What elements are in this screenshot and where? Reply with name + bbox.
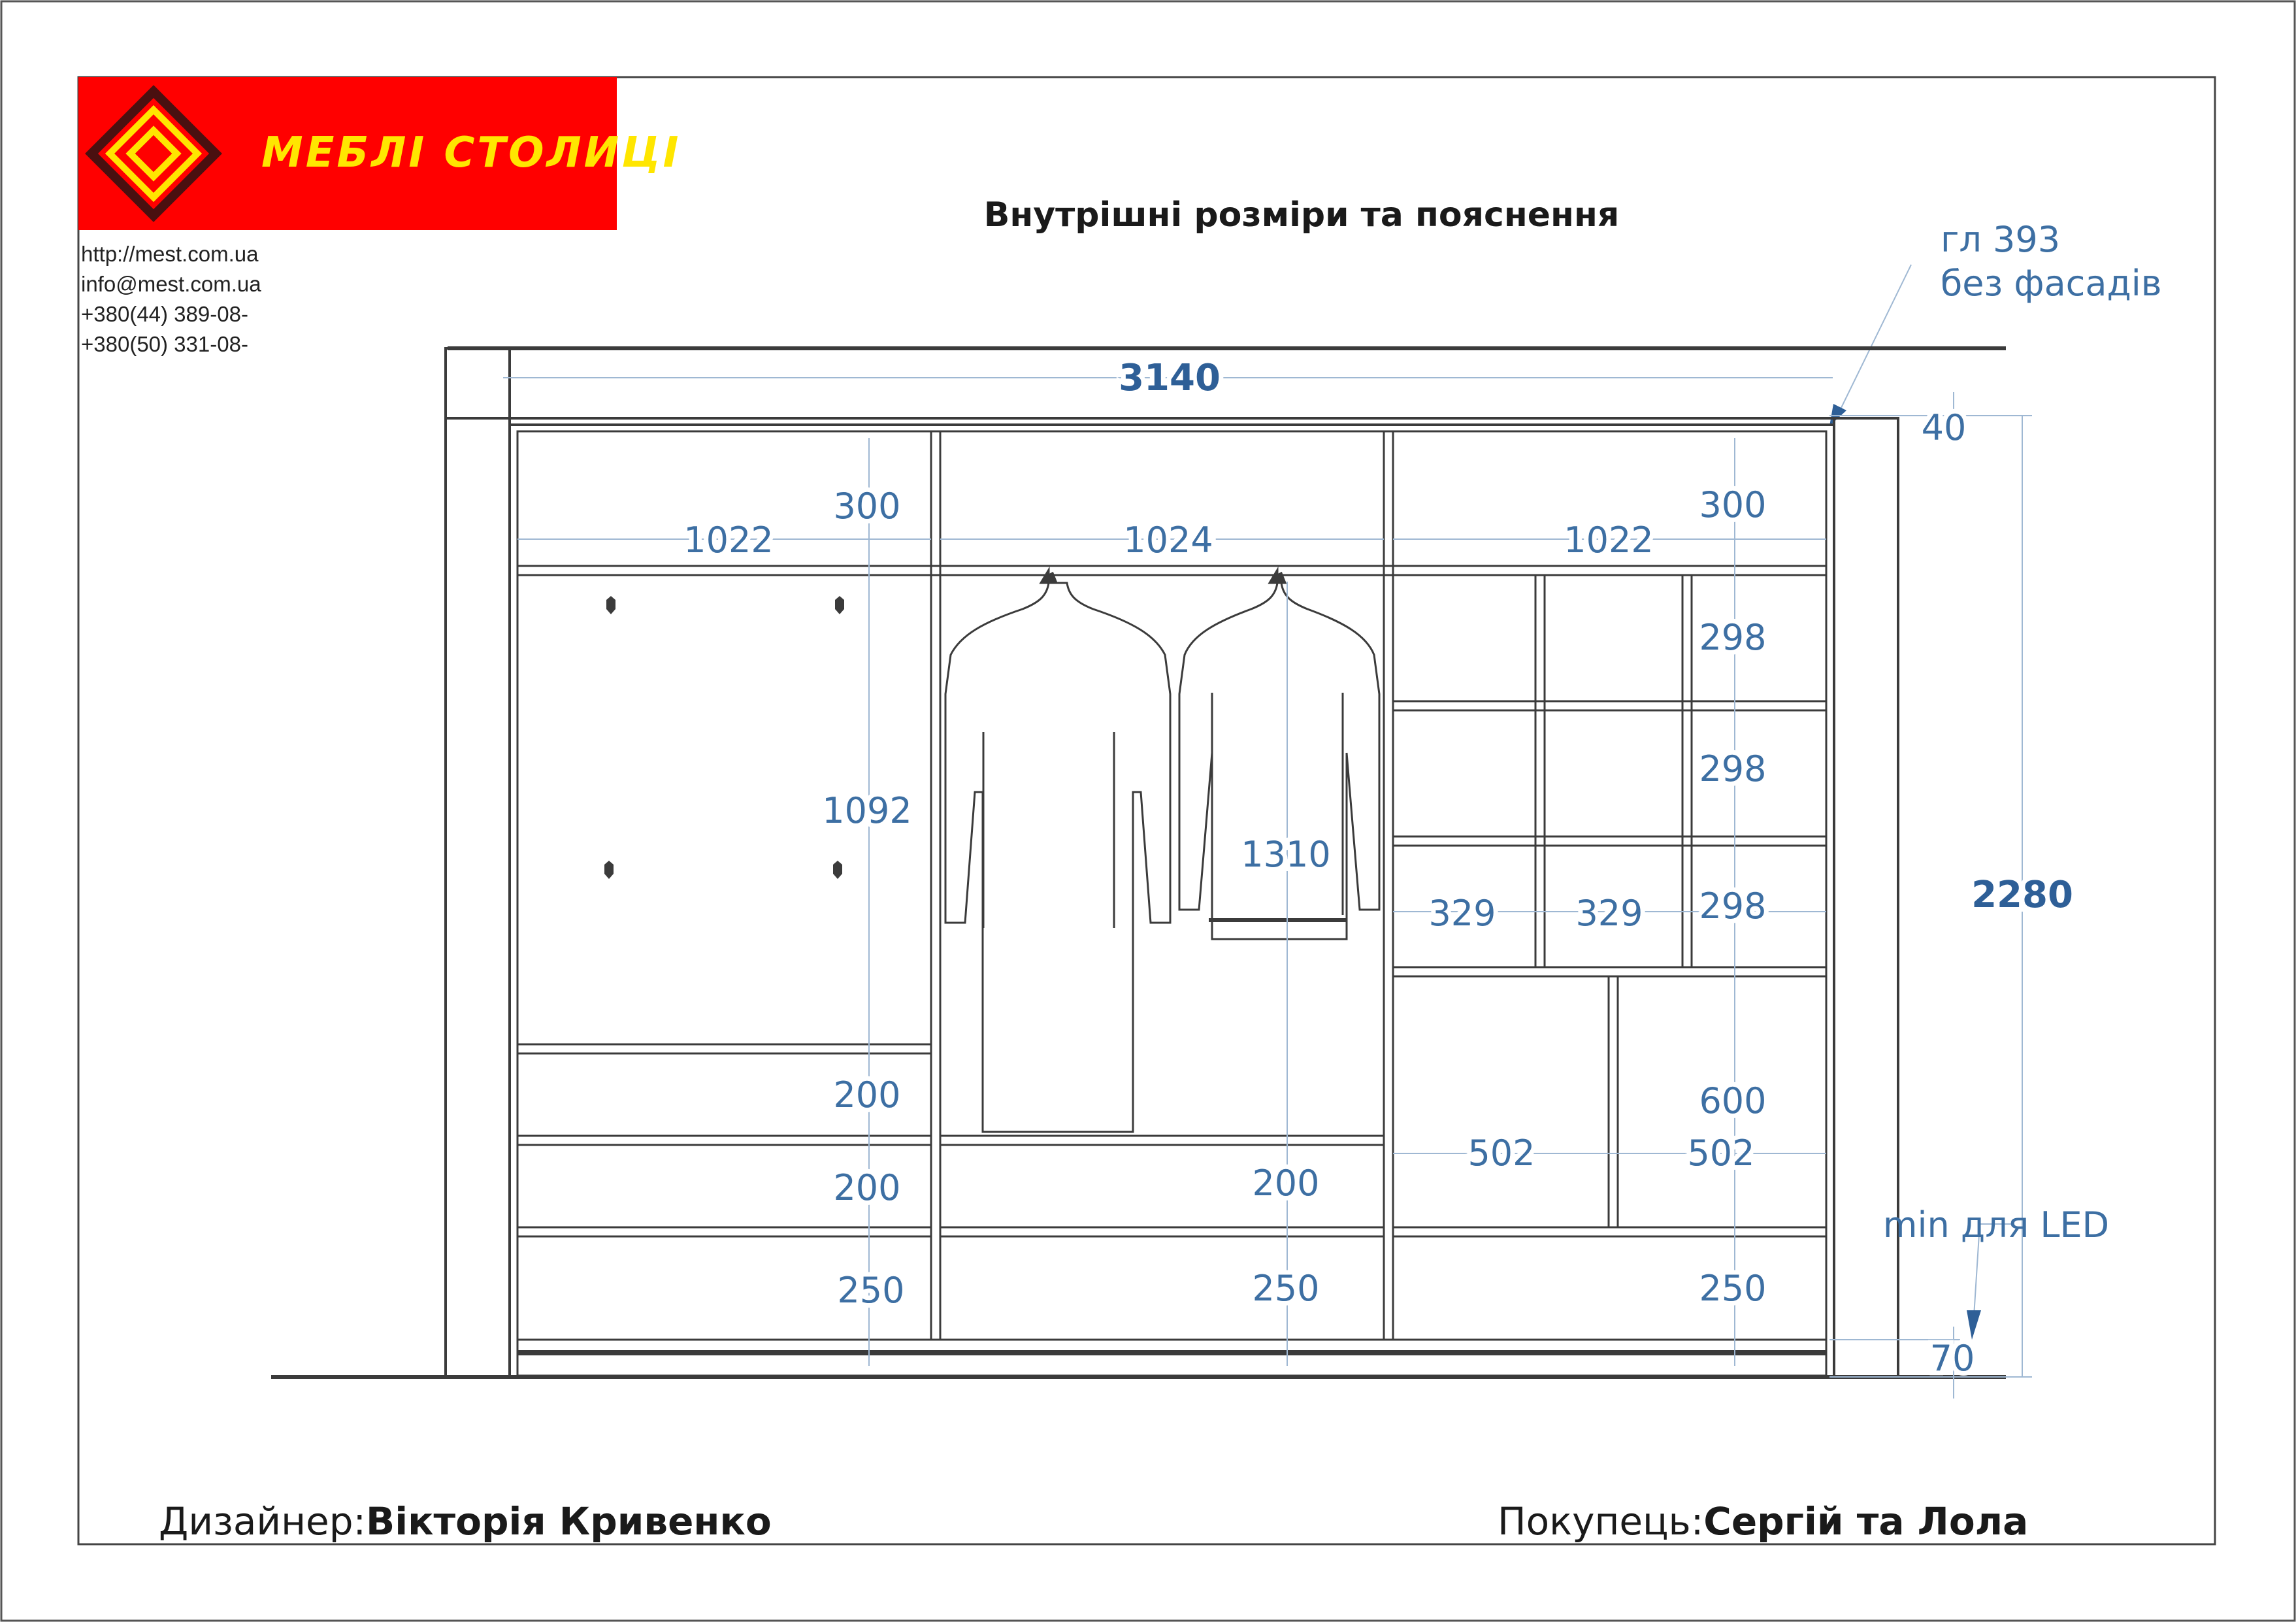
dim-mid-drawer1: 200 (1252, 1163, 1320, 1204)
depth-note-line1: гл 393 (1941, 219, 2061, 260)
led-arrowhead (1967, 1310, 1981, 1340)
dim-right-lower-w1: 502 (1468, 1133, 1535, 1174)
dim-left-width: 1022 (683, 520, 774, 561)
designer-label: Дизайнер: (159, 1499, 367, 1544)
designer-signature (159, 1499, 772, 1544)
led-note: min для LED (1882, 1204, 2110, 1246)
customer-signature (1498, 1499, 2028, 1544)
customer-name: Сергій та Лола (1703, 1499, 2029, 1544)
dim-left-drawer3: 250 (837, 1270, 905, 1311)
dim-left-drawer1: 200 (833, 1074, 901, 1116)
dim-mid-hanging: 1310 (1241, 834, 1331, 875)
dim-total-width: 3140 (1119, 357, 1221, 399)
contact-site: http://mest.com.ua (81, 242, 259, 266)
dim-right-lower-w2: 502 (1687, 1133, 1755, 1174)
dim-left-top-shelf: 300 (833, 486, 901, 527)
contact-phone2: +380(50) 331-08- (81, 332, 248, 356)
designer-name: Вікторія Кривенко (366, 1499, 772, 1544)
long-coat-on-hanger-icon (945, 570, 1170, 1132)
left-side-wall (446, 348, 510, 1377)
dim-right-cell-w2: 329 (1575, 893, 1643, 934)
contact-email: info@mest.com.ua (81, 272, 261, 296)
dim-right-top-shelf: 300 (1699, 484, 1767, 525)
jacket-on-hanger-icon (1179, 570, 1379, 939)
dim-bottom-gap: 70 (1929, 1338, 1975, 1379)
contact-phone1: +380(44) 389-08- (81, 302, 248, 326)
brand-name: МЕБЛІ СТОЛИЦІ (261, 129, 681, 177)
dim-right-cell2: 298 (1699, 748, 1767, 789)
depth-note-line2: без фасадів (1941, 263, 2162, 304)
page-title: Внутрішні розміри та пояснення (983, 195, 1620, 235)
dim-top-gap: 40 (1921, 407, 1967, 448)
dim-right-drawer: 250 (1699, 1268, 1767, 1309)
brand-logo (78, 77, 681, 230)
depth-leader-line (1839, 265, 1911, 412)
dim-mid-width: 1024 (1123, 520, 1213, 561)
coat-hook-icon (604, 587, 844, 879)
customer-label: Покупець: (1498, 1499, 1704, 1544)
dim-right-cell-w1: 329 (1428, 893, 1496, 934)
dim-total-height: 2280 (1971, 874, 2073, 916)
dim-left-hanging: 1092 (822, 790, 912, 831)
dim-mid-drawer2: 250 (1252, 1268, 1320, 1309)
dim-right-lower-h: 600 (1699, 1080, 1767, 1121)
dim-right-cell1: 298 (1699, 617, 1767, 658)
dim-right-cell3: 298 (1699, 885, 1767, 927)
dim-right-width: 1022 (1564, 520, 1654, 561)
dim-left-drawer2: 200 (833, 1167, 901, 1208)
